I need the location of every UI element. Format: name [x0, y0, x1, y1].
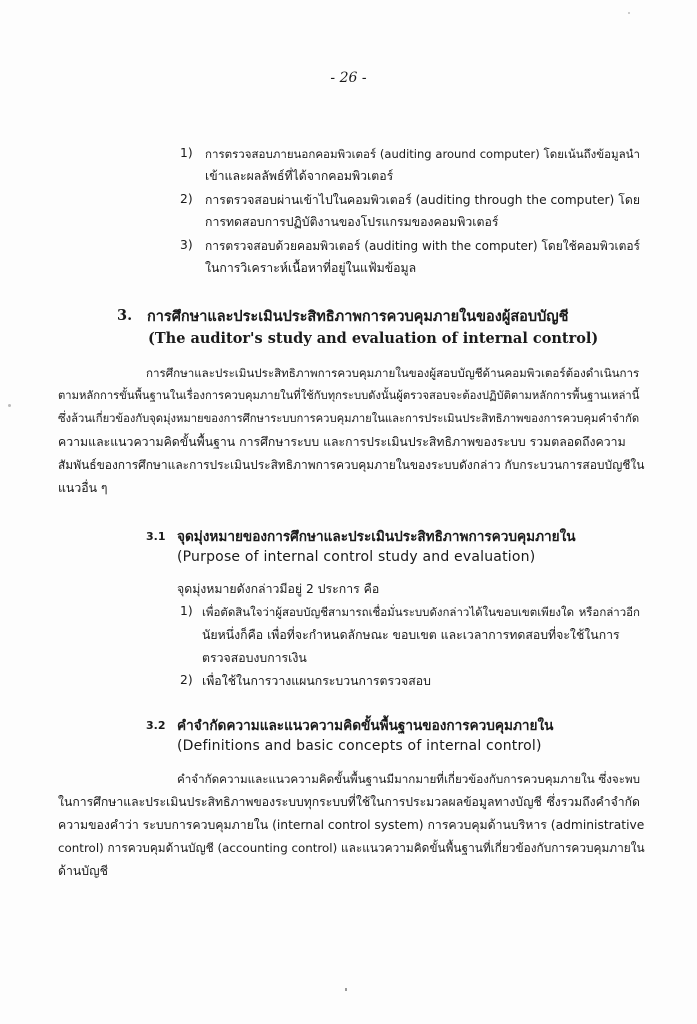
paragraph-line: การศึกษาและประเมินประสิทธิภาพการควบคุมภายในของผู้สอบบัญชีด้านคอมพิวเตอร์ต้องดำเนินการ — [146, 366, 640, 380]
section-number: 3. — [117, 307, 133, 324]
section-title-th: การศึกษาและประเมินประสิทธิภาพการควบคุมภายในของผู้สอบบัญชี — [147, 308, 569, 325]
paragraph-line: ด้านบัญชี — [58, 864, 108, 878]
scan-speck — [345, 988, 347, 991]
paragraph-line: สัมพันธ์ของการศึกษาและการประเมินประสิทธิภาพการควบคุมภายในของระบบดังกล่าว กับกระบวนการสอบบัญชีใน — [58, 458, 645, 472]
paragraph-line: คำจำกัดความและแนวความคิดขั้นพื้นฐานมีมากมายที่เกี่ยวข้องกับการควบคุมภายใน ซึ่งจะพบ — [177, 772, 640, 786]
list-item-line: ตรวจสอบงบการเงิน — [202, 651, 307, 665]
list-item-line: เข้าและผลลัพธ์ที่ได้จากคอมพิวเตอร์ — [205, 169, 394, 183]
paragraph-line: จุดมุ่งหมายดังกล่าวมีอยู่ 2 ประการ คือ — [177, 582, 380, 596]
subsection-title-en: (Purpose of internal control study and evaluation) — [177, 549, 536, 565]
paragraph-line: ความและแนวความคิดขั้นพื้นฐาน การศึกษาระบบ และการประเมินประสิทธิภาพของระบบ รวมตลอดถึงความ — [58, 435, 626, 449]
subsection-number: 3.1 — [146, 530, 166, 543]
subsection-title-en: (Definitions and basic concepts of internal control) — [177, 738, 542, 754]
paragraph-line: ความของคำว่า ระบบการควบคุมภายใน (internal control system) การควบคุมด้านบริหาร (administrative — [58, 818, 645, 832]
paragraph-line: แนวอื่น ๆ — [58, 481, 108, 495]
list-item-line: ในการวิเคราะห์เนื้อหาที่อยู่ในแฟ้มข้อมูล — [205, 261, 417, 275]
paragraph-line: ซึ่งล้วนเกี่ยวข้องกับจุดมุ่งหมายของการศึกษาระบบการควบคุมภายในและการประเมินประสิทธิภาพของการควบคุมคำจำกัด — [58, 412, 640, 425]
paragraph-line: ตามหลักการขั้นพื้นฐานในเรื่องการควบคุมภายในที่ใช้กับทุกระบบดังนั้นผู้ตรวจสอบจะต้องปฏิบัติตามหลักการพื้นฐานเหล่านี้ — [58, 389, 640, 402]
list-number: 1) — [180, 146, 193, 160]
list-item-line: เพื่อใช้ในการวางแผนกระบวนการตรวจสอบ — [202, 674, 431, 688]
list-number: 2) — [180, 192, 193, 206]
list-item-line: การตรวจสอบผ่านเข้าไปในคอมพิวเตอร์ (auditing through the computer) โดย — [205, 193, 640, 207]
section-title-en: (The auditor's study and evaluation of internal control) — [148, 330, 599, 347]
page-number: - 26 - — [330, 70, 367, 86]
list-item-line: การทดสอบการปฏิบัติงานของโปรแกรมของคอมพิวเตอร์ — [205, 215, 499, 229]
paragraph-line: control) การควบคุมด้านบัญชี (accounting control) และแนวความคิดขั้นพื้นฐานที่เกี่ยวข้องกับการควบคุมภายใน — [58, 841, 645, 855]
list-item-line: นัยหนึ่งก็คือ เพื่อที่จะกำหนดลักษณะ ขอบเขต และเวลาการทดสอบที่จะใช้ในการ — [202, 628, 620, 642]
scan-speck — [8, 404, 11, 407]
list-item-line: การตรวจสอบด้วยคอมพิวเตอร์ (auditing with the computer) โดยใช้คอมพิวเตอร์ — [205, 239, 640, 253]
list-number: 3) — [180, 238, 193, 252]
subsection-title-th: คำจำกัดความและแนวความคิดขั้นพื้นฐานของการควบคุมภายใน — [177, 718, 554, 734]
scan-speck — [628, 12, 630, 14]
subsection-title-th: จุดมุ่งหมายของการศึกษาและประเมินประสิทธิภาพการควบคุมภายใน — [177, 529, 576, 545]
subsection-number: 3.2 — [146, 719, 166, 732]
list-item-line: เพื่อตัดสินใจว่าผู้สอบบัญชีสามารถเชื่อมั่นระบบดังกล่าวได้ในขอบเขตเพียงใด หรือกล่าวอีก — [202, 605, 640, 619]
list-item-line: การตรวจสอบภายนอกคอมพิวเตอร์ (auditing around computer) โดยเน้นถึงข้อมูลนำ — [205, 147, 640, 161]
list-number: 2) — [180, 673, 193, 687]
list-number: 1) — [180, 604, 193, 618]
paragraph-line: ในการศึกษาและประเมินประสิทธิภาพของระบบทุกระบบที่ใช้ในการประมวลผลข้อมูลทางบัญชี ซึ่งรวมถึงคำจำกัด — [58, 795, 640, 809]
